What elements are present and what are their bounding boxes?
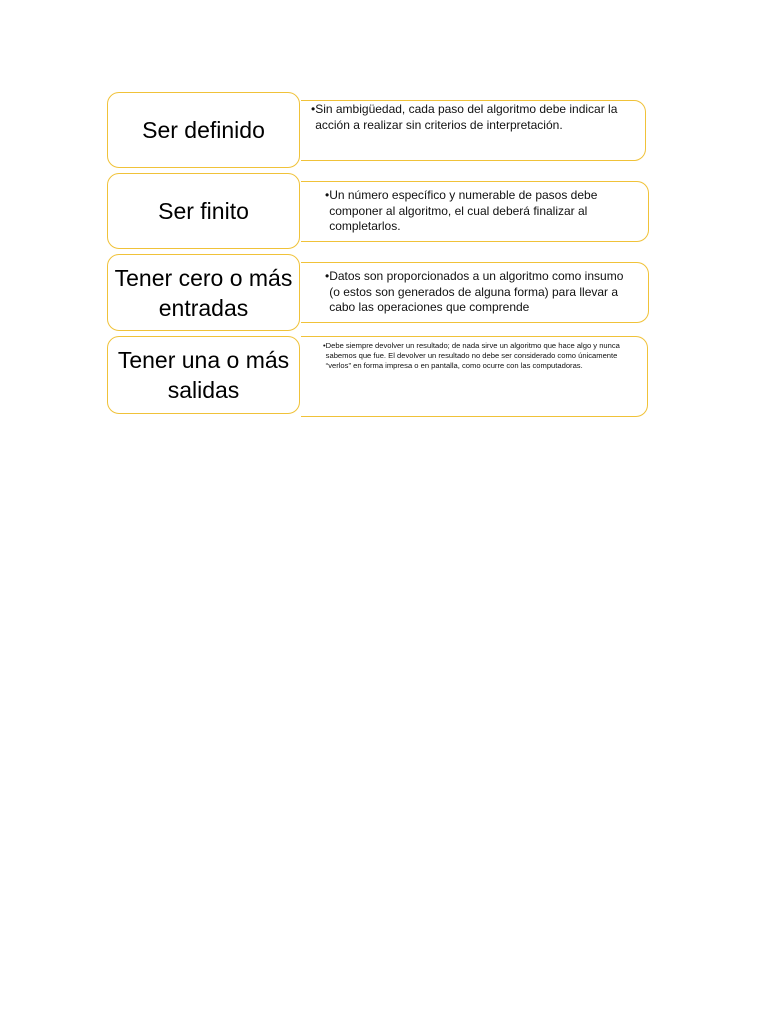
term-label: Tener una o más salidas: [117, 347, 290, 403]
bullet-icon: •: [323, 341, 326, 350]
term-box: [107, 254, 300, 331]
term-box: [107, 92, 300, 168]
description-text: Debe siempre devolver un resultado; de nada sirve un algoritmo que hace algo y nunca sabemos que fue. El devolver un resultado no debe ser considerado como únicamente “verlos” en forma impresa o en pantalla, como ocurre con las computadoras.: [325, 341, 620, 371]
bullet-icon: •: [325, 269, 330, 283]
term-box: [107, 336, 300, 414]
description-box: [301, 181, 649, 242]
term-label: Tener cero o más entradas: [114, 264, 293, 321]
bullet-icon: •: [325, 188, 330, 202]
description-box: [301, 100, 646, 161]
description-text: Sin ambigüedad, cada paso del algoritmo debe indicar la acción a realizar sin criterios de interpretación.: [315, 102, 618, 132]
term-label: Ser finito: [158, 198, 249, 224]
description-text: Un número específico y numerable de pasos debe componer al algoritmo, el cual deberá finalizar al completarlos.: [329, 188, 598, 233]
description-box: [301, 262, 649, 323]
term-box: [107, 173, 300, 249]
description-box: [301, 336, 648, 417]
description-text: Datos son proporcionados a un algoritmo como insumo (o estos son generados de alguna forma) para llevar a cabo las operaciones que comprende: [329, 269, 624, 314]
bullet-icon: •: [311, 102, 316, 116]
term-label: Ser definido: [142, 117, 265, 143]
